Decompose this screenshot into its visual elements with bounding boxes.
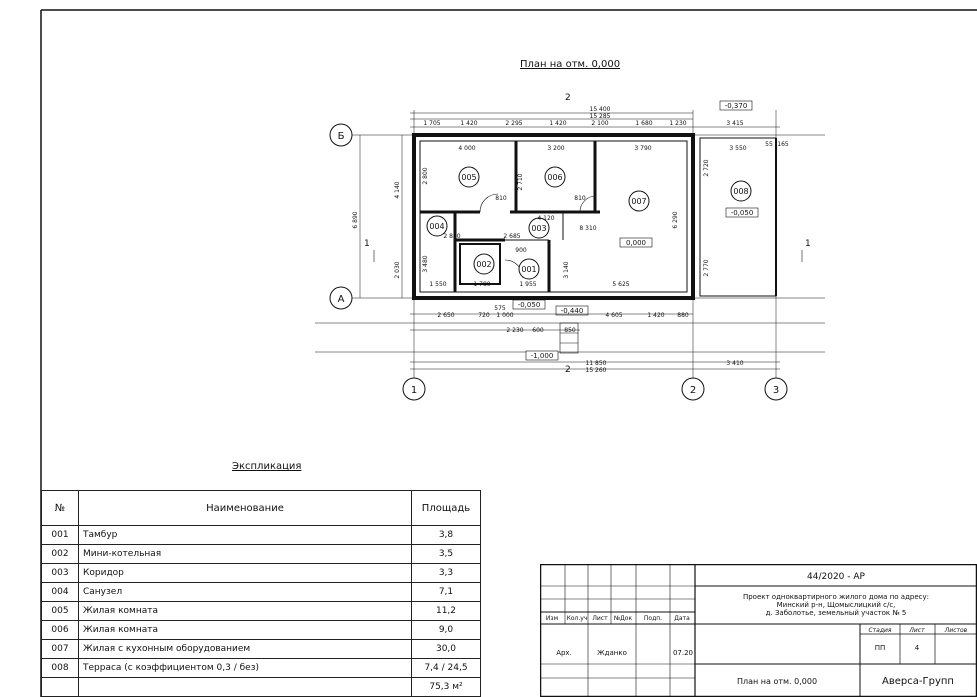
person-name: Жданко <box>597 649 627 657</box>
svg-text:880: 880 <box>677 312 689 319</box>
col-ndok: №Док <box>613 615 633 622</box>
col-izm: Изм <box>545 615 559 622</box>
svg-text:6 290: 6 290 <box>672 211 679 229</box>
svg-text:3 480: 3 480 <box>422 255 429 273</box>
project-line: Проект одноквартирного жилого дома по адресу: <box>742 593 930 601</box>
stadia-value: ПП <box>874 644 886 652</box>
svg-text:1 000: 1 000 <box>496 312 514 319</box>
table-row: 003 Коридор 3,3 <box>42 564 481 583</box>
room-tag-002 <box>474 254 494 274</box>
svg-text:6 890: 6 890 <box>352 211 359 229</box>
table-row: 004 Санузел 7,1 <box>42 583 481 602</box>
axis-label: 2 <box>689 385 697 396</box>
table-row: 001 Тамбур 3,8 <box>42 526 481 545</box>
svg-text:600: 600 <box>532 327 544 334</box>
svg-text:2 295: 2 295 <box>505 120 523 127</box>
explication-table <box>41 490 481 697</box>
section-mark: 1 <box>805 239 811 249</box>
svg-text:3 415: 3 415 <box>726 120 744 127</box>
svg-text:55: 55 <box>765 141 773 148</box>
list-label: Лист <box>909 627 925 634</box>
project-line: д. Заболотье, земельный участок № 5 <box>765 609 907 617</box>
table-row: 006 Жилая комната 9,0 <box>42 621 481 640</box>
svg-text:2 770: 2 770 <box>703 259 710 277</box>
svg-text:1 420: 1 420 <box>460 120 478 127</box>
svg-text:1 955: 1 955 <box>519 281 537 288</box>
level-mark: 0,000 <box>625 239 647 247</box>
header-no: № <box>42 491 79 526</box>
svg-text:810: 810 <box>495 195 507 202</box>
svg-text:3 200: 3 200 <box>547 145 565 152</box>
room-tag-006 <box>545 167 565 187</box>
svg-text:005: 005 <box>461 173 477 182</box>
explication-title: Экспликация <box>232 461 302 472</box>
svg-text:1 705: 1 705 <box>423 120 441 127</box>
svg-text:006: 006 <box>547 173 563 182</box>
table-total-row <box>42 678 481 697</box>
room-tag-001 <box>519 259 539 279</box>
room-tag-008 <box>731 181 751 201</box>
table-row: 008 Терраса (с коэффициентом 0,3 / без) 7,4 / 24,5 <box>42 659 481 678</box>
stadia-label: Стадия <box>868 627 892 634</box>
axis-marker-3 <box>765 378 787 400</box>
svg-text:2 820: 2 820 <box>443 233 461 240</box>
sheet-name: План на отм. 0,000 <box>736 677 818 686</box>
level-mark: -0,370 <box>724 102 748 110</box>
svg-text:2 030: 2 030 <box>394 261 401 279</box>
list-value: 4 <box>914 644 920 652</box>
role-label: Арх. <box>556 649 572 657</box>
room-tag-007 <box>629 191 649 211</box>
svg-text:1 420: 1 420 <box>549 120 567 127</box>
axis-label: 3 <box>772 385 780 396</box>
svg-text:2 710: 2 710 <box>517 173 524 191</box>
level-mark: -0,050 <box>517 301 541 309</box>
svg-text:2 720: 2 720 <box>703 159 710 177</box>
svg-text:575: 575 <box>494 305 506 312</box>
axis-label: 1 <box>410 385 418 396</box>
total-area: 75,3 м² <box>412 678 481 697</box>
floor-plan <box>315 93 825 400</box>
svg-text:2 685: 2 685 <box>503 233 521 240</box>
svg-text:11 850: 11 850 <box>585 360 607 367</box>
svg-text:165: 165 <box>777 141 789 148</box>
svg-text:1 780: 1 780 <box>473 281 491 288</box>
svg-text:4 140: 4 140 <box>394 181 401 199</box>
section-mark: 2 <box>565 93 571 103</box>
svg-text:810: 810 <box>574 195 586 202</box>
col-podp: Подп. <box>643 615 663 622</box>
svg-text:3 140: 3 140 <box>563 261 570 279</box>
table-row: 007 Жилая с кухонным оборудованием 30,0 <box>42 640 481 659</box>
svg-text:2 800: 2 800 <box>422 167 429 185</box>
axis-label: Б <box>337 131 345 142</box>
svg-text:001: 001 <box>521 265 537 274</box>
project-line: Минский р-н, Щомыслицкий с/с, <box>776 601 896 609</box>
axis-marker-b <box>330 124 352 146</box>
level-mark: -1,000 <box>530 352 554 360</box>
header-name: Наименование <box>79 491 412 526</box>
axis-marker-1 <box>403 378 425 400</box>
svg-text:1 550: 1 550 <box>429 281 447 288</box>
date: 07.20 <box>672 649 694 657</box>
svg-text:4 120: 4 120 <box>537 215 555 222</box>
axis-label: А <box>337 294 345 305</box>
svg-text:4 605: 4 605 <box>605 312 623 319</box>
svg-text:1 680: 1 680 <box>635 120 653 127</box>
svg-text:4 000: 4 000 <box>458 145 476 152</box>
svg-text:003: 003 <box>531 224 547 233</box>
svg-text:3 410: 3 410 <box>726 360 744 367</box>
table-row: 005 Жилая комната 11,2 <box>42 602 481 621</box>
svg-text:1 230: 1 230 <box>669 120 687 127</box>
section-mark: 2 <box>565 365 571 375</box>
col-data: Дата <box>674 615 690 622</box>
table-row: 002 Мини-котельная 3,5 <box>42 545 481 564</box>
svg-text:850: 850 <box>564 327 576 334</box>
level-mark: -0,440 <box>560 307 584 315</box>
listov-label: Листов <box>944 627 968 634</box>
col-list: Лист <box>592 615 608 622</box>
svg-text:15 285: 15 285 <box>589 113 611 120</box>
section-mark: 1 <box>364 239 370 249</box>
svg-text:3 550: 3 550 <box>729 145 747 152</box>
col-koluch: Кол.уч <box>566 615 588 622</box>
svg-text:5 625: 5 625 <box>612 281 630 288</box>
svg-text:720: 720 <box>478 312 490 319</box>
plan-title: План на отм. 0,000 <box>520 59 621 70</box>
level-mark: -0,050 <box>730 209 754 217</box>
svg-text:2 230: 2 230 <box>506 327 524 334</box>
svg-text:900: 900 <box>515 247 527 254</box>
header-area: Площадь <box>412 491 481 526</box>
svg-text:1 420: 1 420 <box>647 312 665 319</box>
svg-text:8 310: 8 310 <box>579 225 597 232</box>
svg-text:007: 007 <box>631 197 647 206</box>
project-code: 44/2020 - АР <box>807 572 865 582</box>
svg-text:2 650: 2 650 <box>437 312 455 319</box>
axis-marker-a <box>330 287 352 309</box>
svg-text:008: 008 <box>733 187 749 196</box>
svg-text:15 400: 15 400 <box>589 106 611 113</box>
svg-text:004: 004 <box>429 222 445 231</box>
company-name: Аверса-Групп <box>882 676 954 687</box>
room-tag-005 <box>459 167 479 187</box>
svg-text:15 260: 15 260 <box>585 367 607 374</box>
svg-text:3 790: 3 790 <box>634 145 652 152</box>
axis-marker-2 <box>682 378 704 400</box>
svg-text:002: 002 <box>476 260 492 269</box>
svg-text:2 100: 2 100 <box>591 120 609 127</box>
title-block <box>540 564 977 697</box>
